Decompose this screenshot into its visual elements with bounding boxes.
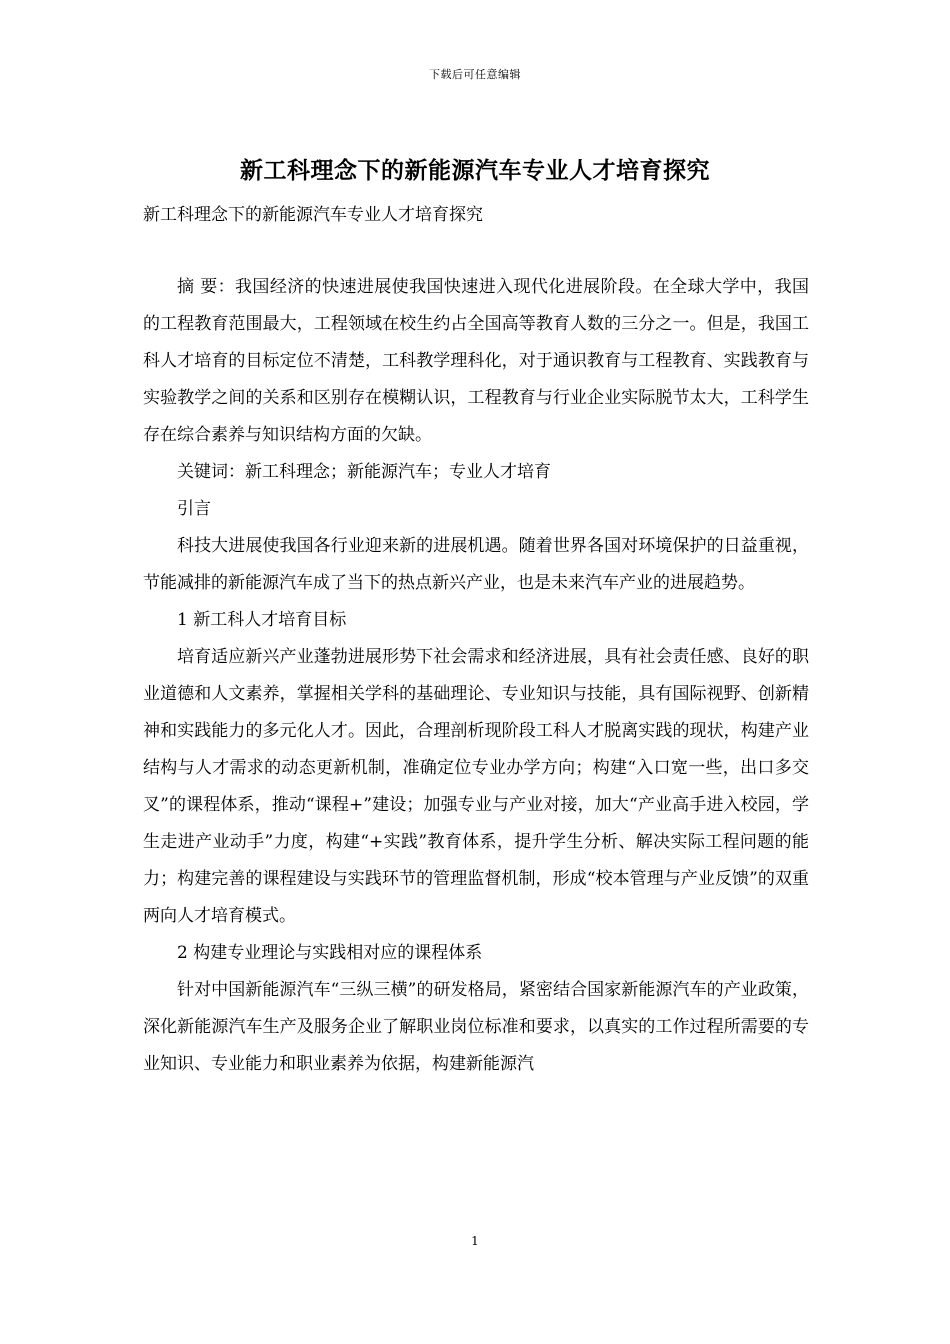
section-1-paragraph: 培育适应新兴产业蓬勃进展形势下社会需求和经济进展，具有社会责任感、良好的职业道德和人文素养，掌握相关学科的基础理论、专业知识与技能，具有国际视野、创新精神和实践能力的多元化人才。因此，合理剖析现阶段工科人才脱离实践的现状，构建产业结构与人才需求的动态更新机制，准确定位专业办学方向；构建“入口宽一些，出口多交叉”的课程体系，推动“课程+”建设；加强专业与产业对接，加大“产业高手进入校园，学生走进产业动手”力度，构建“+实践”教育体系，提升学生分析、解决实际工程问题的能力；构建完善的课程建设与实践环节的管理监督机制，形成“校本管理与产业反馈”的双重两向人才培育模式。	[143, 647, 809, 926]
page-header-note: 下载后可任意编辑	[429, 68, 521, 81]
section-heading-2: 2 构建专业理论与实践相对应的课程体系	[177, 943, 483, 963]
abstract-paragraph: 摘 要：我国经济的快速进展使我国快速进入现代化进展阶段。在全球大学中，我国的工程教育范围最大，工程领域在校生约占全国高等教育人数的三分之一。但是，我国工科人才培育的目标定位不清楚，工科教学理科化，对于通识教育与工程教育、实践教育与实验教学之间的关系和区别存在模糊认识，工程教育与行业企业实际脱节太大，工科学生存在综合素养与知识结构方面的欠缺。	[143, 277, 809, 445]
section-heading-1: 1 新工科人才培育目标	[177, 610, 347, 630]
section-2-paragraph: 针对中国新能源汽车“三纵三横”的研发格局，紧密结合国家新能源汽车的产业政策，深化新能源汽车生产及服务企业了解职业岗位标准和要求，以真实的工作过程所需要的专业知识、专业能力和职业素养为依据，构建新能源汽	[143, 980, 809, 1074]
page-number: 1	[471, 1234, 479, 1248]
document-subtitle: 新工科理念下的新能源汽车专业人才培育探究	[143, 205, 483, 225]
document-body	[143, 269, 809, 1083]
section-heading-introduction: 引言	[177, 499, 211, 519]
document-title: 新工科理念下的新能源汽车专业人才培育探究	[240, 157, 710, 184]
keywords-paragraph: 关键词：新工科理念；新能源汽车；专业人才培育	[177, 462, 551, 482]
introduction-paragraph: 科技大进展使我国各行业迎来新的进展机遇。随着世界各国对环境保护的日益重视，节能减排的新能源汽车成了当下的热点新兴产业，也是未来汽车产业的进展趋势。	[143, 536, 809, 593]
